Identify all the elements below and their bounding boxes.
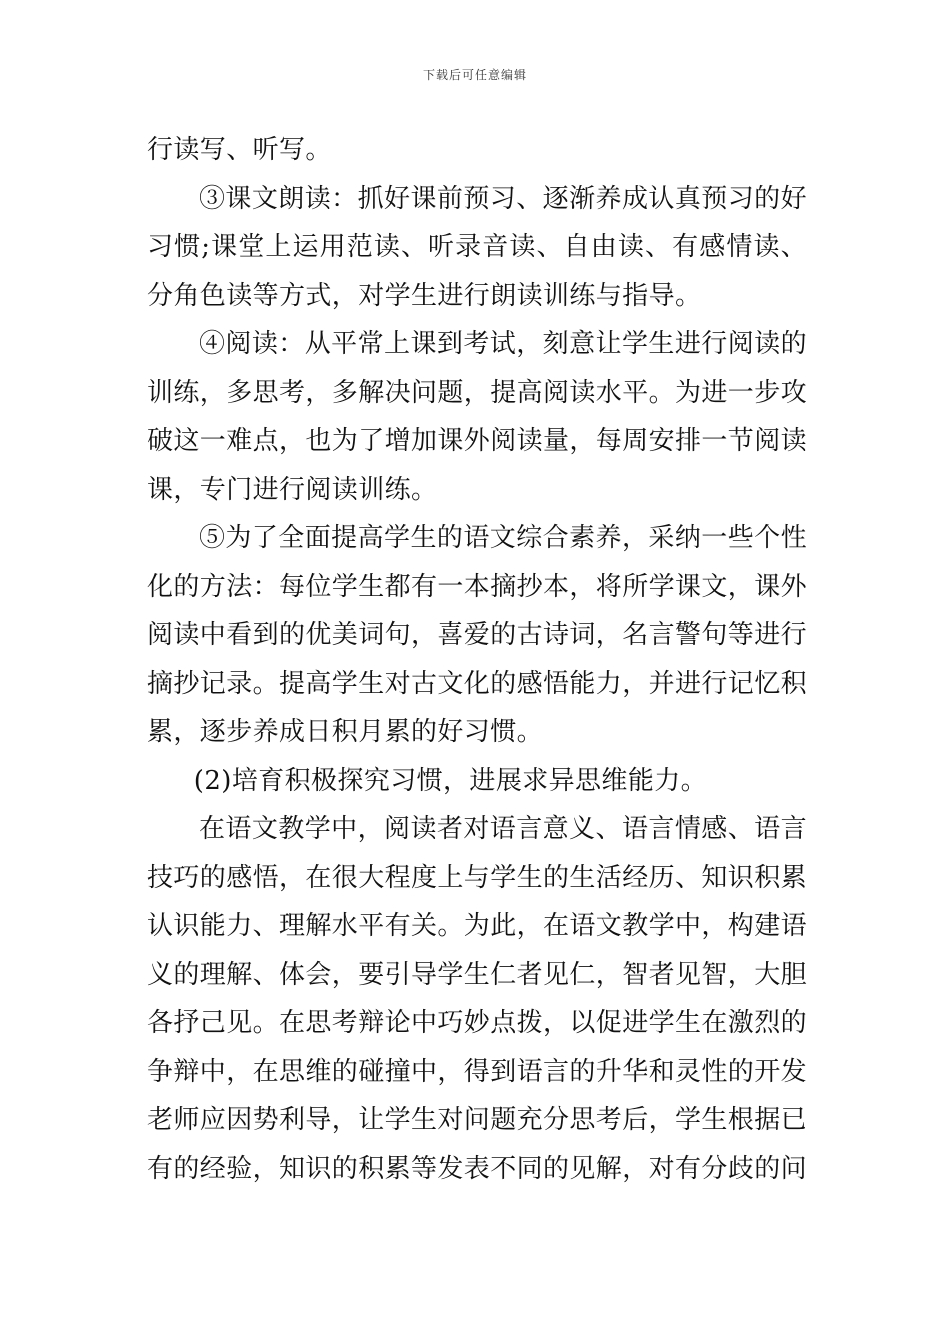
paragraph-section-heading: (2)培育积极探究习惯，进展求异思维能力。 <box>193 765 708 796</box>
paragraph-continuation: 行读写、听写。 <box>147 135 332 165</box>
paragraph-reading: ④阅读：从平常上课到考试，刻意让学生进行阅读的训练，多思考，多解决问题，提高阅读水平。为进一步攻破这一难点，也为了增加课外阅读量，每周安排一节阅读课，专门进行阅读训练。 <box>147 329 808 505</box>
paragraph-reading-aloud: ③课文朗读：抓好课前预习、逐渐养成认真预习的好习惯;课堂上运用范读、听录音读、自由读、有感情读、分角色读等方式，对学生进行朗读训练与指导。 <box>147 183 807 311</box>
page-header: 下载后可任意编辑 <box>422 68 527 82</box>
document-body <box>147 126 807 1193</box>
paragraph-teaching: 在语文教学中，阅读者对语言意义、语言情感、语言技巧的感悟，在很大程度上与学生的生活经历、知识积累认识能力、理解水平有关。为此，在语文教学中，构建语义的理解、体会，要引导学生仁者见仁，智者见智，大胆各抒己见。在思考辩论中巧妙点拨，以促进学生在激烈的争辩中，在思维的碰撞中，得到语言的升华和灵性的开发老师应因势利导，让学生对问题充分思考后，学生根据已有的经验，知识的积累等发表不同的见解，对有分歧的问 <box>147 814 808 1184</box>
paragraph-personalized-methods: ⑤为了全面提高学生的语文综合素养，采纳一些个性化的方法：每位学生都有一本摘抄本，将所学课文，课外阅读中看到的优美词句，喜爱的古诗词，名言警句等进行摘抄记录。提高学生对古文化的感悟能力，并进行记忆积累，逐步养成日积月累的好习惯。 <box>147 523 808 747</box>
